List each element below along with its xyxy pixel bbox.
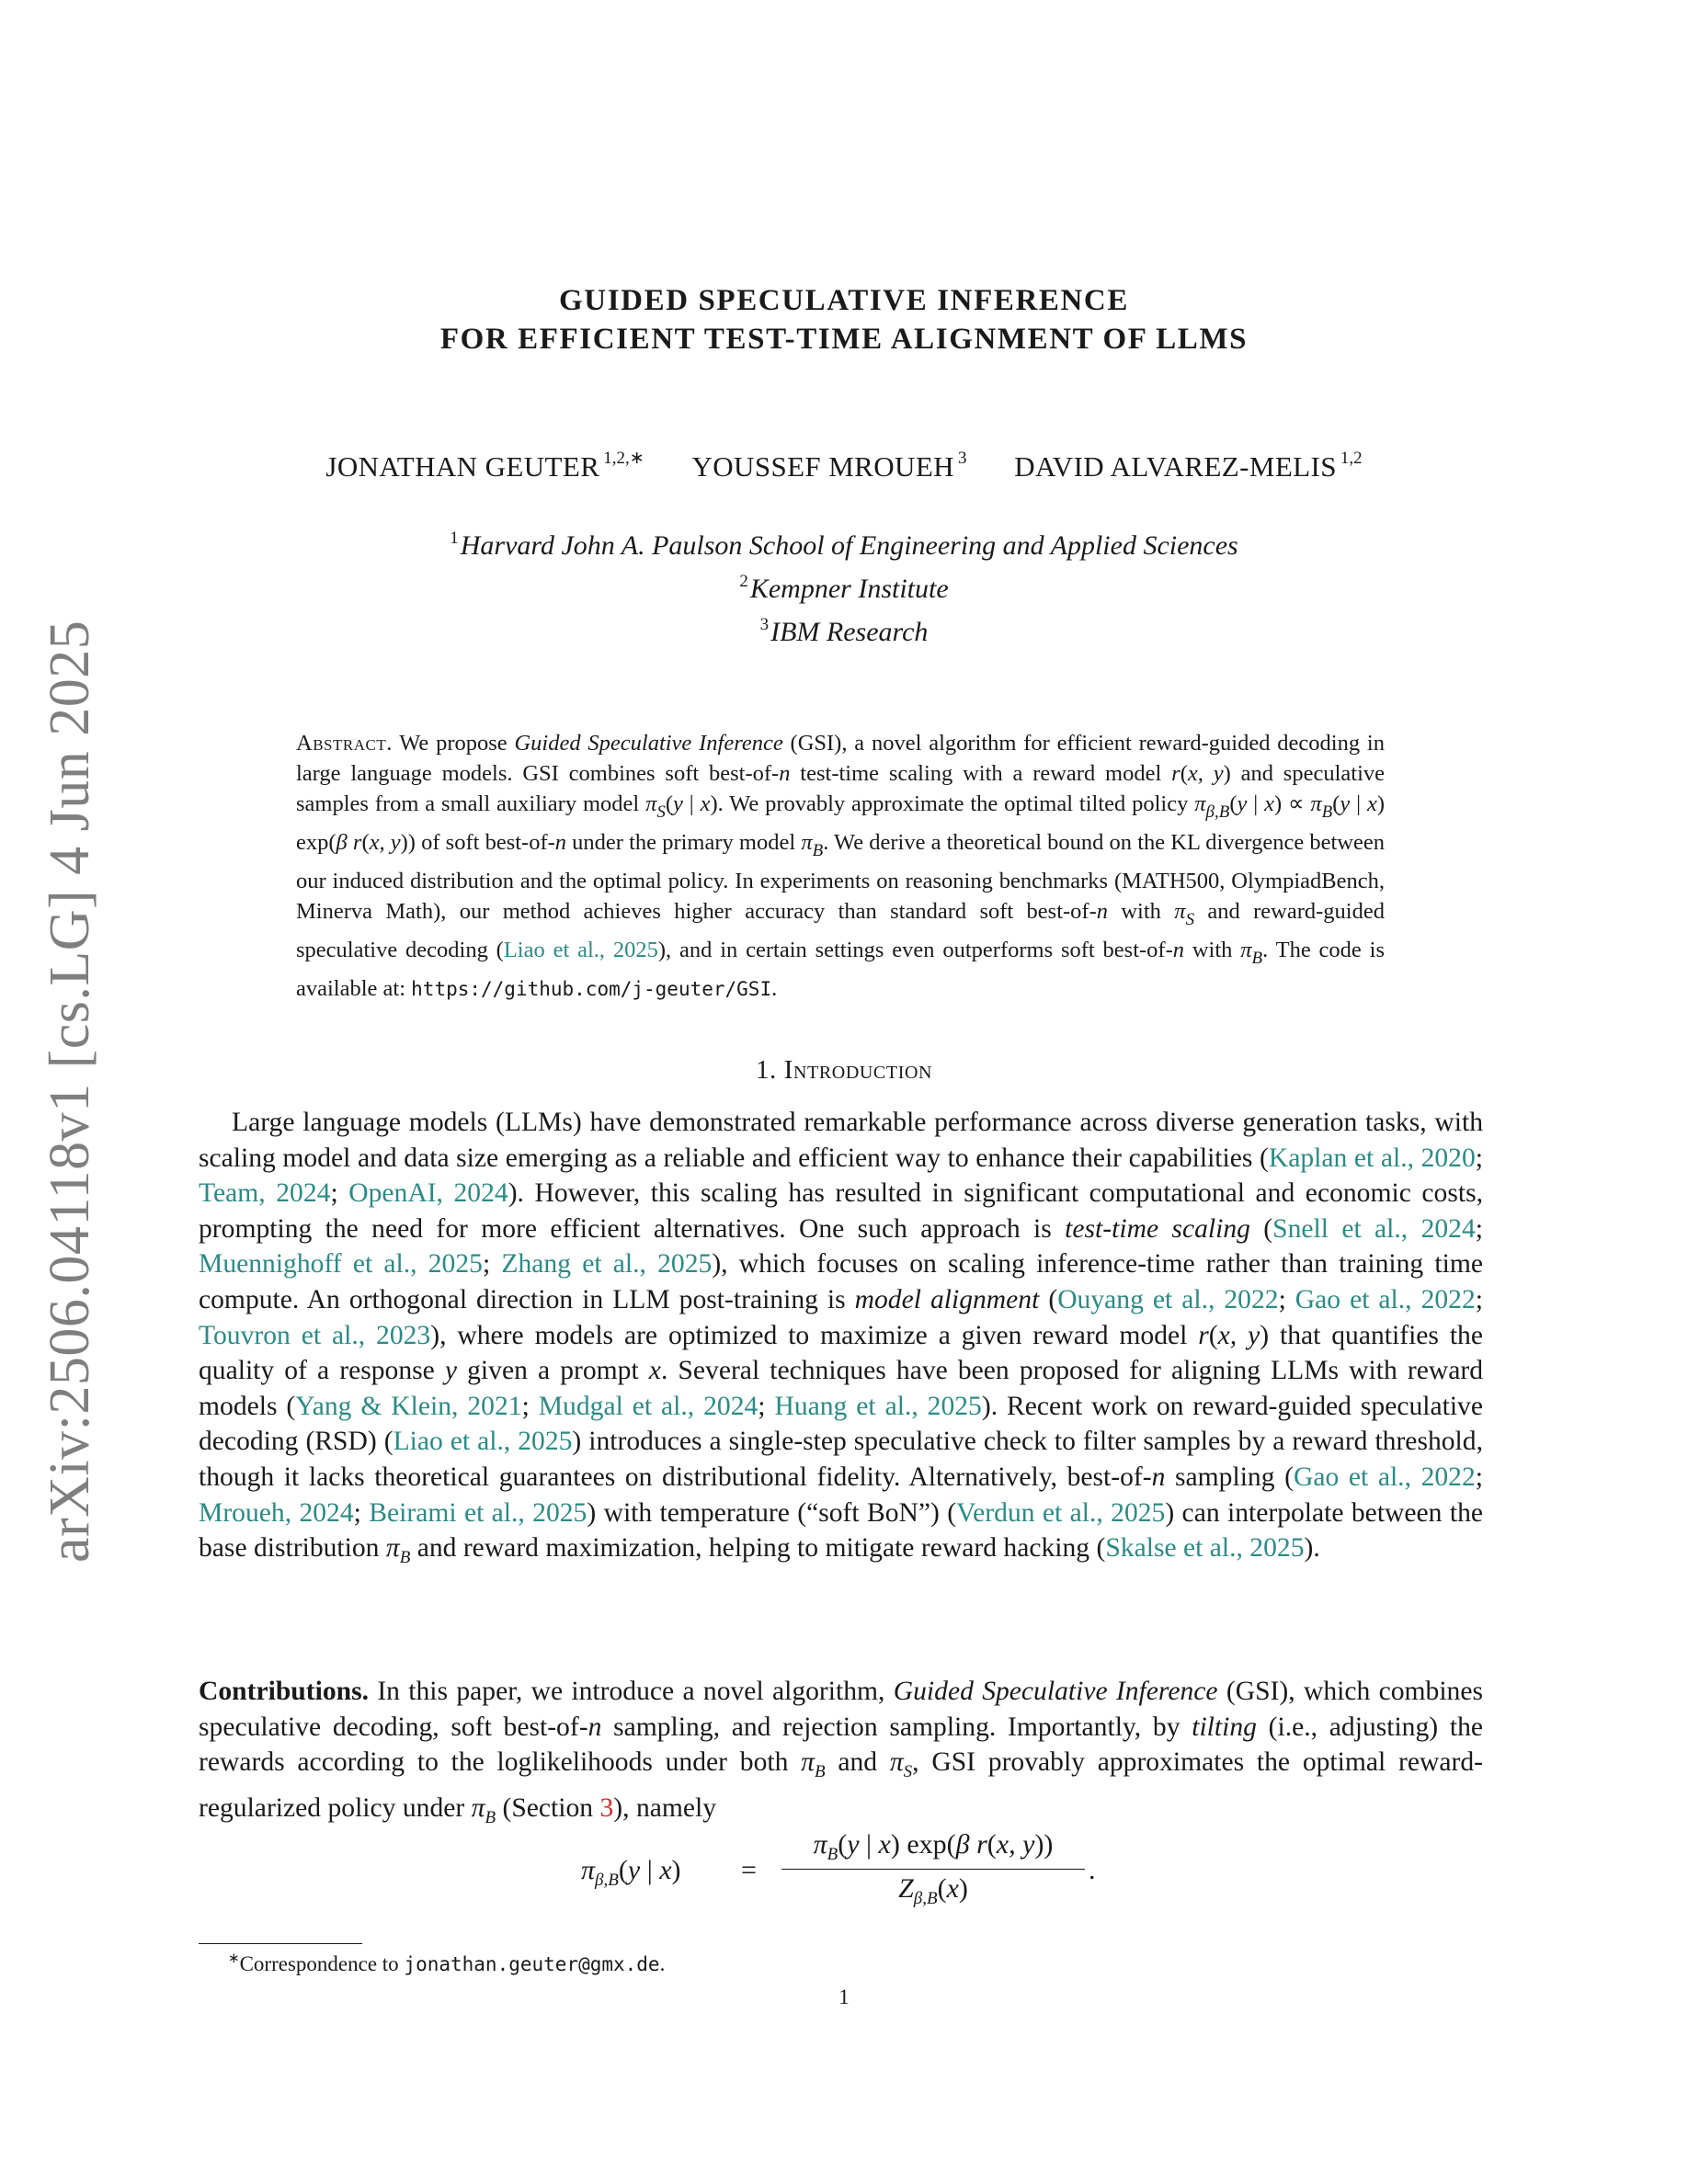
citation-link[interactable]: Skalse et al., 2025	[1105, 1533, 1305, 1564]
citation-link[interactable]: Liao et al., 2025	[393, 1427, 573, 1457]
author-2: YOUSSEF MROUEH $^3$	[691, 449, 967, 483]
tilted-policy-equation: $\pi_{\beta,B}(y$ | x) = $\pi_B(y$ | x) exp(β r(x, y)) $Z_{\beta,B}(x)$ .	[581, 1829, 1096, 1908]
author-list	[0, 448, 1688, 483]
citation-link[interactable]: Snell et al., 2024	[1272, 1213, 1476, 1244]
abstract: Abstract. We propose Guided Speculative Inference (GSI), a novel algorithm for efficient reward-guided decoding in large language models. GSI combines soft best-of-n test-time scaling with a reward model r(x, y) and speculative samples from a small auxiliary model $\pi_S(y$ | x). We provably approximate the optimal tilted policy $\pi_{\beta,B}(y$ | $x) \propto \pi_B(y$ | x) exp(β r(x, y)) of soft best-of-n under the primary model $\pi_B$. We derive a theoretical bound on the KL divergence between our induced distribution and the optimal policy. In experiments on reasoning benchmarks (MATH500, OlympiadBench, Minerva Math), our method achieves higher accuracy than standard soft best-of-n with $\pi_S$ and reward-guided speculative decoding (Liao et al., 2025), and in certain settings even outperforms soft best-of-n with $\pi_B$. The code is available at: https://github.com/j-geuter/GSI.	[296, 731, 1386, 1001]
abstract-heading: Abstract.	[296, 731, 393, 756]
citation-link[interactable]: Team, 2024	[199, 1178, 331, 1209]
intro-paragraph: Large language models (LLMs) have demonstrated remarkable performance across diverse generation tasks, with scaling model and data size emerging as a reliable and efficient way to enhance their capabilities (Kaplan et al., 2020; Team, 2024; OpenAI, 2024). However, this scaling has resulted in significant computational and economic costs, prompting the need for more efficient alternatives. One such approach is test-time scaling (Snell et al., 2024; Muennighoff et al., 2025; Zhang et al., 2025), which focuses on scaling inference-time rather than training time compute. An orthogonal direction in LLM post-training is model alignment (Ouyang et al., 2022; Gao et al., 2022; Touvron et al., 2023), where models are optimized to maximize a given reward model r(x, y) that quantifies the quality of a response y given a prompt x. Several techniques have been proposed for aligning LLMs with reward models (Yang & Klein, 2021; Mudgal et al., 2024; Huang et al., 2025). Recent work on reward-guided speculative decoding (RSD) (Liao et al., 2025) introduces a single-step speculative check to filter samples by a reward threshold, though it lacks theoretical guarantees on distributional fidelity. Alternatively, best-of-n sampling (Gao et al., 2022; Mroueh, 2024; Beirami et al., 2025) with temperature (“soft BoN”) (Verdun et al., 2025) can interpolate between the base distribution $\pi_B$ and reward maximization, helping to mitigate reward hacking (Skalse et al., 2025).	[199, 1108, 1484, 1568]
paper-title	[0, 281, 1688, 358]
citation-link[interactable]: Verdun et al., 2025	[956, 1497, 1166, 1528]
citation-link[interactable]: Huang et al., 2025	[774, 1391, 982, 1421]
author-3: DAVID ALVAREZ-MELIS $^{1,2}$	[1014, 449, 1363, 483]
title-line-2: FOR EFFICIENT TEST-TIME ALIGNMENT OF LLMS	[439, 323, 1249, 356]
equation-equals: =	[741, 1855, 757, 1885]
citation-link[interactable]: Gao et al., 2022	[1295, 1284, 1476, 1314]
citation-link[interactable]: OpenAI, 2024	[348, 1178, 508, 1209]
arxiv-side-stamp: arXiv:2506.04118v1 [cs.LG] 4 Jun 2025	[39, 620, 101, 1563]
affiliation-1: $^1$Harvard John A. Paulson School of Engineering and Applied Sciences	[450, 529, 1238, 561]
citation-link[interactable]: Muennighoff et al., 2025	[199, 1249, 483, 1280]
title-line-1: GUIDED SPECULATIVE INFERENCE	[559, 284, 1129, 317]
citation-link[interactable]: Touvron et al., 2023	[199, 1320, 431, 1350]
equation-fraction: $\pi_B(y$ | x) exp(β r(x, y)) $Z_{\beta,B}(x)$	[781, 1829, 1085, 1909]
section-reference-link[interactable]: 3	[599, 1792, 614, 1823]
affiliations	[0, 520, 1688, 650]
footnote-rule	[199, 1943, 362, 1944]
author-1: JONATHAN GEUTER $^{1,2,∗}$	[325, 449, 644, 483]
equation-lhs: $\pi_{\beta,B}(y$ | x)	[581, 1855, 681, 1890]
citation-link[interactable]: Mudgal et al., 2024	[538, 1391, 758, 1421]
citation-link[interactable]: Zhang et al., 2025	[501, 1249, 713, 1280]
citation-link[interactable]: Kaplan et al., 2020	[1268, 1143, 1476, 1173]
citation-link[interactable]: Yang & Klein, 2021	[295, 1391, 522, 1421]
affiliation-2: $^2$Kempner Institute	[739, 572, 949, 604]
citation-link[interactable]: Beirami et al., 2025	[369, 1497, 587, 1528]
section-heading: 1. Introduction	[755, 1055, 933, 1085]
contributions-label: Contributions.	[199, 1677, 370, 1706]
code-url[interactable]: https://github.com/j-geuter/GSI	[411, 978, 772, 1000]
citation-link[interactable]: Liao et al., 2025	[503, 938, 658, 962]
correspondence-email[interactable]: jonathan.geuter@gmx.de	[404, 1953, 660, 1975]
citation-link[interactable]: Mroueh, 2024	[199, 1497, 354, 1528]
footnote: ∗Correspondence to jonathan.geuter@gmx.de.	[228, 1951, 666, 1975]
citation-link[interactable]: Ouyang et al., 2022	[1057, 1284, 1279, 1314]
page-number: 1	[838, 1985, 850, 2008]
contributions-paragraph: Contributions. In this paper, we introduce a novel algorithm, Guided Speculative Inference (GSI), which combines speculative decoding, soft best-of-n sampling, and rejection sampling. Importantly, by tilting (i.e., adjusting) the rewards according to the loglikelihoods under both $\pi_B$ and $\pi_S$, GSI provably approximates the optimal reward-regularized policy under $\pi_B$ (Section 3), namely	[199, 1677, 1484, 1827]
affiliation-3: $^3$IBM Research	[759, 615, 929, 647]
citation-link[interactable]: Gao et al., 2022	[1293, 1462, 1476, 1492]
